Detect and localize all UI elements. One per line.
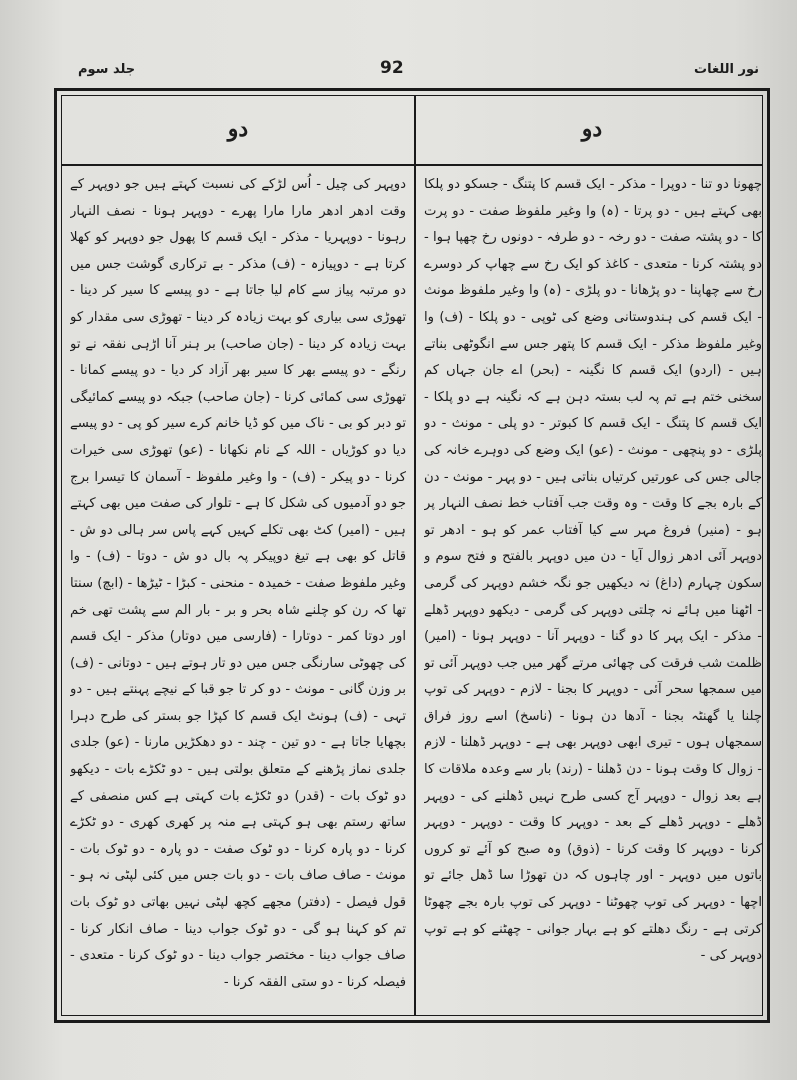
right-column [424,172,762,1009]
right-column-text: چھونا دو تنا - دوپرا - مذکر - ایک قسم کا پتنگ - جسکو دو پلکا بھی کہتے ہیں - دو پرتا - (ہ) وا وغیر ملفوظ صفت - دو پرت کا - دو پشتہ صفت - دو رخہ - دو طرفہ - دونوں رخ چھپا ہوا - دو پشتہ کرنا - متعدی - کاغذ کو ایک رخ سے چھاپ کر دوسرے رخ سے چھاپنا - دو پڑھانا - دو پلڑی - (ہ) وا وغیر ملفوظ مونث - ایک قسم کی ہندوستانی وضع کی ٹوپی - دو پلکا - (ف) وا وغیر ملفوظ مذکر - ایک قسم کا پتھر جس سے انگوٹھی بناتے ہیں - (اردو) ایک قسم کا نگینہ - (بحر) اے جان جہاں کم سخنی ختم ہے تم پہ لب بستہ دہن ہے کہ نگینہ ہے دو پلکا - ایک قسم کا پتنگ - ایک قسم کا کبوتر - دو پلی - مونث - دو پلڑی - دو پنچھی - مونث - (عو) ایک وضع کی دوہرے خانہ کی جالی جس کی عورتیں کرتیاں بناتی ہیں - دو پہر - مونث - دن کے بارہ بجے کا وقت - وہ وقت جب آفتاب خط نصف النہار پر ہو - (منیر) فروغ مہر سے کیا آفتاب عمر کو ہو - ادھر تو دوپہر آئی ادھر زوال آیا - دن میں دوپہر بالفتح و فتح سوم و سکون چہارم (داغ) نہ دیکھیں جو نگہ خشم دوپہر کی گرمی - اٹھنا میں ہائے نہ چلتی دوپہر کی گرمی - دیکھو دوپہر ڈھلے - مذکر - ایک پہر کا دو گنا - دوپہر آنا - دوپہر ہونا - (امیر) ظلمت شب فرقت کی چھائی مرتے گھر میں جب دوپہر آئی تو میں سمجھا سحر آئی - دوپہر کا بجنا - لازم - دوپہر کی توپ چلنا یا گھنٹہ بجنا - آدھا دن ہونا - (ناسخ) اسے روز فراق سمجھاں ہوں - تیری ابھی دوپہر بھی ہے - دوپہر ڈھلنا - لازم - زوال کا وقت ہونا - دن ڈھلنا - (رند) بار سے وعدہ ملاقات کا ہے بعد زوال - دوپہر آج کسی طرح نہیں ڈھلنے کی - دوپہر ڈھلے - دوپہر ڈھلے کے بعد - دوپہر کا وقت - دوپہر - دوپہر کرنا - دوپہر کا وقت کرنا - (ذوق) وہ صبح کو آئے تو کروں باتوں میں دوپہر - اور چاہوں کہ دن تھوڑا سا ڈھل جائے تو اچھا - دوپہر کی توپ چھوٹنا - دوپہر کی توپ بارہ بجے چھوٹا کرتی ہے - رنگ دھلتے کو ہے بہار جوانی - چھٹنے کو ہے توپ دوپہر کی - [424,177,762,964]
running-head [0,58,797,84]
page-frame-inner [61,95,763,1016]
volume-label: جلد سوم [78,62,136,77]
left-column-heading: دو [227,116,249,142]
page-number: 92 [380,58,404,78]
page-frame [54,88,770,1023]
right-column-heading: دو [581,116,603,142]
column-divider [414,96,416,1015]
book-title: نور اللغات [694,62,759,77]
left-column-text: دوپہر کی چیل - اُس لڑکے کی نسبت کہتے ہیں جو دوپہر کے وقت ادھر ادھر مارا مارا پھرے - دوپہر ہونا - نصف النہار رہونا - دوپہریا - مذکر - ایک قسم کا پھول جو دوپہر کو کھلا کرتا ہے - دوپیازہ - (ف) مذکر - بے ترکاری گوشت جس میں دو مرتبہ پیاز سے کام لیا جاتا ہے - دو پیسے کا سیر کر دینا - تھوڑی سی بیاری کو بہت زیادہ کر دینا - تھوڑی سی مقدار کو بہت زیادہ کر دینا - (جان صاحب) بر ہنر آنا اڑہی نفقہ نے تو رنگے - دو پیسے بھر کا سیر بھر آزاد کر دیا - دو پیسے کمانا - تھوڑی سی کمائی کرنا - (جان صاحب) جبکہ دو پیسے کمائیگی تو دبر کو بی - ناک میں کو ڈیا خانم کرے سیر کو پی - دو پیسے دیا دو کوڑیاں - اللہ کے نام نکھانا - (عو) تھوڑی سی خیرات کرنا - دو پیکر - (ف) - وا وغیر ملفوظ - آسمان کا تیسرا برج جو دو آدمیوں کی شکل کا ہے - تلوار کی صفت میں بھی کہتے ہیں - (امیر) کٹ بھی تکلے کہیں کہے پاس سر ہالی دو ش - قاتل کو بھی ہے تیغ دوپیکر پہ بال دو ش - دوتا - (ف) - وا وغیر ملفوظ صفت - خمیدہ - منحنی - کبڑا - ٹیڑھا - (ابچ) سنتا تھا کہ رن کو چلنے شاہ بحر و بر - بار الم سے پشت تھی خم اور دوتا کمر - دوتارا - (فارسی میں دوتار) مذکر - ایک قسم کی چھوٹی سارنگی جس میں دو تار ہوتے ہیں - دوتانی - (ف) بر وزن گانی - مونث - دو کر تا جو قبا کے نیچے پہنتے ہیں - دو تہی - (ف) ہونٹ ایک قسم کا کپڑا جو بستر کی طرح دہرا بچھایا جاتا ہے - دو تین - چند - دو دھکڑیں مارنا - (عو) جلدی جلدی نماز پڑھنے کے متعلق بولتی ہیں - دو ٹکڑے بات - دیکھو دو ٹوک بات - (قدر) دو ٹکڑے بات کہتی ہے کس منصفی کے ساتھ رستم بھی ہو کہتی ہے منہ پر کھری کھری - دو ٹکڑے کرنا - دو پارہ کرنا - دو ٹوک صفت - دو پارہ - دو ٹوک بات - مونث - صاف صاف بات - دو بات جس میں کئی لپٹی نہ ہو - قول فیصل - (دفتر) مجھے کچھ لپٹی نہیں بھاتی دو ٹوک بات تم کو کہنا ہو گی - دو ٹوک جواب دینا - صاف انکار کرنا - صاف جواب دینا - مختصر جواب دینا - دو ٹوک کرنا - متعدی - فیصلہ کرنا - دو ستی الفقہ کرنا - [70,177,406,990]
column-header-row [62,96,762,166]
left-column [70,172,406,1009]
